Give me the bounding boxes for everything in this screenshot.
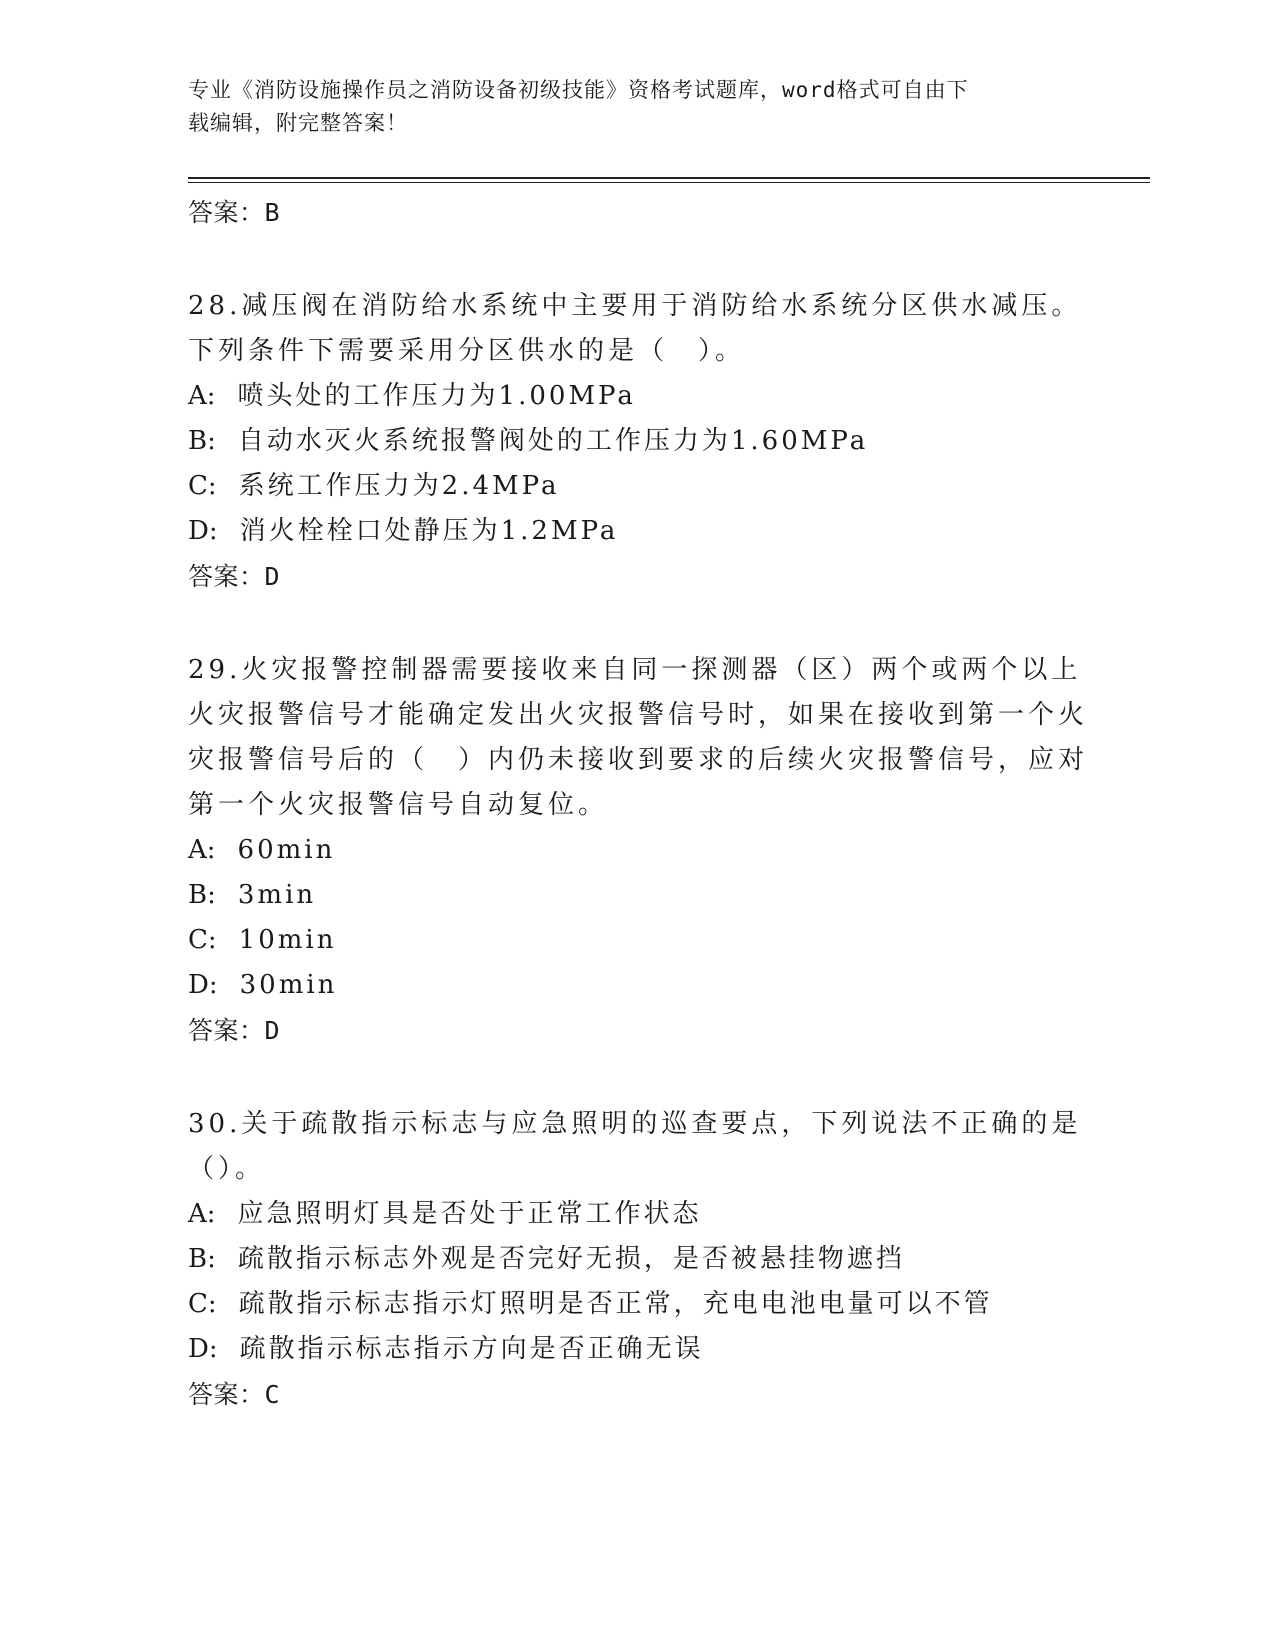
option-text: 3min	[237, 880, 317, 910]
option-d	[188, 963, 1088, 1008]
option-text: 应急照明灯具是否处于正常工作状态	[237, 1199, 702, 1229]
option-key: D:	[188, 1334, 218, 1364]
option-text: 60min	[237, 835, 336, 865]
option-text: 系统工作压力为2.4MPa	[238, 471, 560, 501]
answer-line: 答案：D	[188, 562, 281, 591]
option-key: C:	[188, 925, 217, 955]
option-d	[188, 509, 1088, 554]
option-text: 疏散指示标志外观是否完好无损，是否被悬挂物遮挡	[237, 1244, 905, 1274]
option-text: 30min	[239, 970, 338, 1000]
option-text: 消火栓栓口处静压为1.2MPa	[239, 516, 619, 546]
option-text: 喷头处的工作压力为1.00MPa	[237, 381, 636, 411]
option-c	[188, 918, 1088, 963]
option-c	[188, 1282, 1088, 1327]
option-key: A:	[188, 1199, 216, 1229]
option-text: 疏散指示标志指示灯照明是否正常，充电电池电量可以不管	[238, 1289, 993, 1319]
option-key: C:	[188, 471, 217, 501]
option-a	[188, 374, 1088, 419]
option-key: B:	[188, 426, 216, 456]
question-30	[188, 1102, 1088, 1418]
document-header	[188, 74, 1088, 140]
option-a	[188, 828, 1088, 873]
answer-line: 答案：C	[188, 1380, 281, 1409]
header-divider	[188, 177, 1150, 179]
header-divider-thin	[188, 182, 1150, 183]
option-key: D:	[188, 516, 218, 546]
option-key: A:	[188, 381, 216, 411]
document-body	[188, 190, 1088, 1418]
option-c	[188, 464, 1088, 509]
option-d	[188, 1327, 1088, 1372]
option-key: B:	[188, 880, 216, 910]
option-text: 疏散指示标志指示方向是否正确无误	[239, 1334, 704, 1364]
header-line-2: 载编辑，附完整答案！	[188, 111, 408, 135]
option-text: 10min	[238, 925, 337, 955]
option-b	[188, 1237, 1088, 1282]
option-a	[188, 1192, 1088, 1237]
answer-line: 答案：D	[188, 1016, 281, 1045]
question-text: 30.关于疏散指示标志与应急照明的巡查要点，下列说法不正确的是（）。	[188, 1109, 1082, 1184]
option-key: A:	[188, 835, 216, 865]
option-key: C:	[188, 1289, 217, 1319]
option-key: B:	[188, 1244, 216, 1274]
question-29	[188, 648, 1088, 1054]
option-text: 自动水灭火系统报警阀处的工作压力为1.60MPa	[237, 426, 869, 456]
header-line-1: 专业《消防设施操作员之消防设备初级技能》资格考试题库，word格式可自由下	[188, 78, 969, 102]
option-b	[188, 419, 1088, 464]
option-b	[188, 873, 1088, 918]
question-28	[188, 284, 1088, 600]
option-key: D:	[188, 970, 218, 1000]
question-text: 28.减压阀在消防给水系统中主要用于消防给水系统分区供水减压。下列条件下需要采用分区供水的是（ ）。	[188, 291, 1082, 366]
question-text: 29.火灾报警控制器需要接收来自同一探测器（区）两个或两个以上火灾报警信号才能确定发出火灾报警信号时，如果在接收到第一个火灾报警信号后的（ ）内仍未接收到要求的后续火灾报警信号，应对第一个火灾报警信号自动复位。	[188, 655, 1089, 820]
answer-line: 答案：B	[188, 198, 281, 227]
